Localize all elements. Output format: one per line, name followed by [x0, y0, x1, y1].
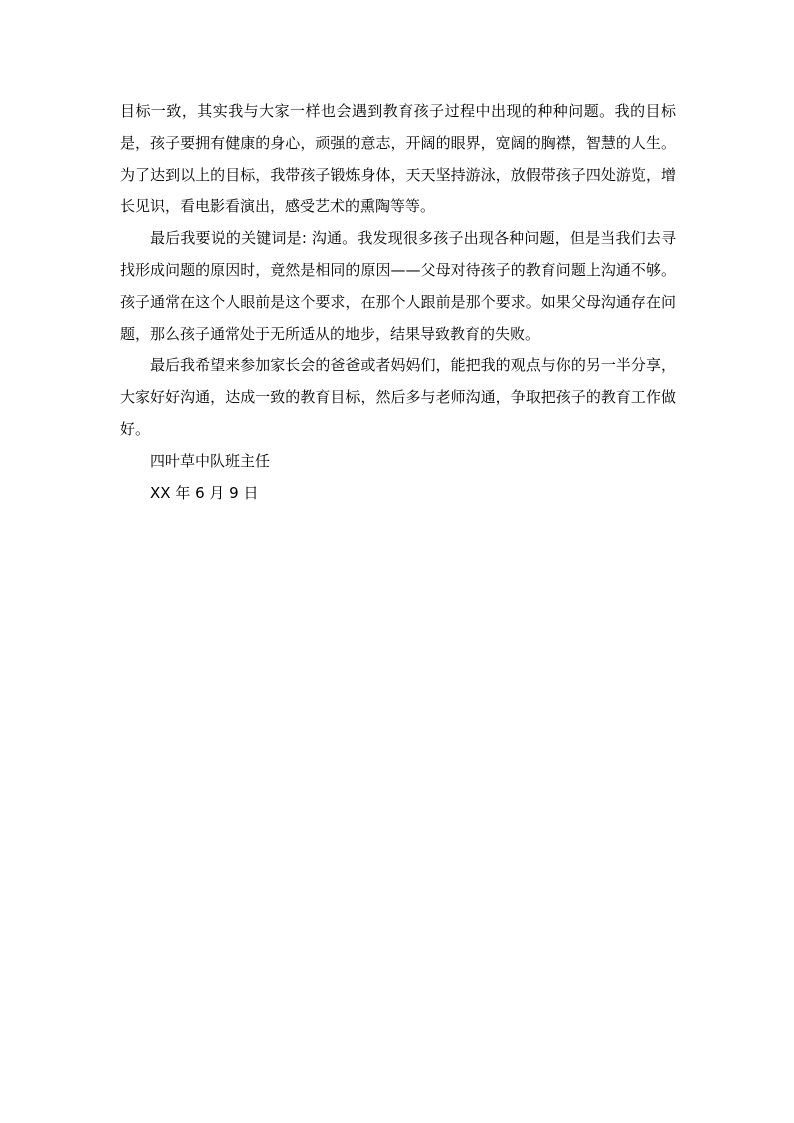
body-paragraph-continued: 目标一致，其实我与大家一样也会遇到教育孩子过程中出现的种种问题。我的目标是，孩子要拥有健康的身心，顽强的意志，开阔的眼界，宽阔的胸襟，智慧的人生。为了达到以上的目标，我带孩子锻炼身体，天天坚持游泳，放假带孩子四处游览，增长见识，看电影看演出，感受艺术的熏陶等等。 — [120, 102, 676, 216]
body-paragraph-communication: 最后我要说的关键词是: 沟通。我发现很多孩子出现各种问题，但是当我们去寻找形成问题的原因时，竟然是相同的原因——父母对待孩子的教育问题上沟通不够。孩子通常在这个人眼前是这个要求，在那个人跟前是那个要求。如果父母沟通存在问题，那么孩子通常处于无所适从的地步，结果导致教育的失败。 — [120, 229, 676, 343]
document-page — [120, 96, 676, 509]
body-paragraph-closing: 最后我希望来参加家长会的爸爸或者妈妈们，能把我的观点与你的另一半分享，大家好好沟通，达成一致的教育目标，然后多与老师沟通，争取把孩子的教育工作做好。 — [120, 356, 676, 438]
signature: 四叶草中队班主任 — [150, 451, 271, 470]
date: XX 年 6 月 9 日 — [150, 483, 259, 502]
